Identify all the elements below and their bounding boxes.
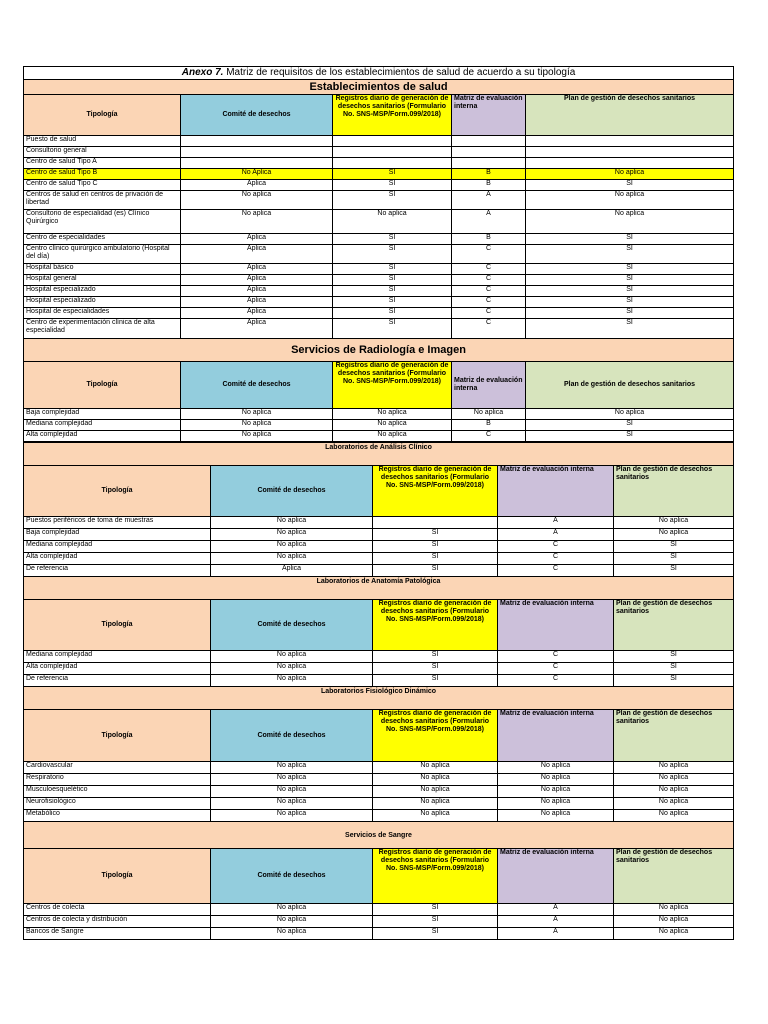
row-tipologia-cell: Metabólico [24, 810, 211, 822]
table-row [24, 517, 734, 529]
row-tipologia-cell: Centros de colecta [24, 904, 211, 916]
row-registros-cell: SI [373, 663, 498, 675]
row-matriz-cell: C [498, 553, 614, 565]
row-plan-cell: SI [614, 651, 734, 663]
header-comite: Comité de desechos [211, 466, 373, 517]
row-tipologia-cell: De referencia [24, 675, 211, 687]
row-matriz-cell: No aplica [452, 409, 526, 420]
row-tipologia-cell: Hospital especializado [24, 286, 181, 297]
header-registros: Registros diario de generación de desechos sanitarios (Formulario No. SNS-MSP/Form.099/2018) [373, 466, 498, 517]
section-title-establecimientos: Establecimientos de salud [24, 80, 734, 95]
row-matriz-cell: C [498, 651, 614, 663]
row-registros-cell: SI [333, 245, 452, 264]
row-comite-cell: Aplica [181, 297, 333, 308]
header-registros: Registros diario de generación de desechos sanitarios (Formulario No. SNS-MSP/Form.099/2018) [333, 95, 452, 136]
row-registros-cell: SI [333, 275, 452, 286]
row-plan-cell: SI [614, 663, 734, 675]
row-comite-cell: No aplica [181, 409, 333, 420]
rows-fisiologico-dinamico [24, 762, 734, 822]
row-registros-cell: No aplica [333, 409, 452, 420]
row-plan-cell: No aplica [614, 928, 734, 940]
row-plan-cell: SI [526, 319, 734, 339]
table-row [24, 798, 734, 810]
header-comite: Comité de desechos [211, 710, 373, 762]
row-registros-cell: No aplica [373, 798, 498, 810]
header-row-fisiologico-dinamico [24, 710, 734, 762]
table-row [24, 308, 734, 319]
table-row [24, 916, 734, 928]
row-matriz-cell: C [452, 297, 526, 308]
row-registros-cell [333, 147, 452, 158]
row-registros-cell: No aplica [373, 786, 498, 798]
row-comite-cell [181, 136, 333, 147]
row-comite-cell: Aplica [211, 565, 373, 577]
row-matriz-cell: C [498, 565, 614, 577]
header-plan: Plan de gestión de desechos sanitarios [614, 849, 734, 904]
row-matriz-cell [452, 147, 526, 158]
row-matriz-cell: No aplica [498, 810, 614, 822]
row-registros-cell: SI [333, 308, 452, 319]
row-plan-cell: No aplica [614, 774, 734, 786]
rows-sangre [24, 904, 734, 940]
section-title-anatomia-patologica: Laboratorios de Anatomía Patológica [24, 577, 734, 600]
row-plan-cell: SI [526, 308, 734, 319]
row-tipologia-cell: Mediana complejidad [24, 541, 211, 553]
row-comite-cell: No aplica [211, 928, 373, 940]
row-registros-cell: No aplica [373, 762, 498, 774]
row-plan-cell [526, 158, 734, 169]
annex-table-lower [23, 442, 734, 940]
row-comite-cell: Aplica [181, 275, 333, 286]
row-plan-cell: No aplica [526, 210, 734, 234]
row-tipologia-cell: Centro de salud Tipo B [24, 169, 181, 180]
row-comite-cell: No aplica [211, 675, 373, 687]
row-comite-cell: Aplica [181, 319, 333, 339]
section-title-analisis-clinico: Laboratorios de Análisis Clínico [24, 443, 734, 466]
table-row [24, 675, 734, 687]
header-plan: Plan de gestión de desechos sanitarios [614, 710, 734, 762]
header-tipologia: Tipología [24, 710, 211, 762]
row-matriz-cell [452, 136, 526, 147]
row-tipologia-cell: Centro de salud Tipo A [24, 158, 181, 169]
row-comite-cell: No aplica [211, 541, 373, 553]
row-tipologia-cell: Consultorio general [24, 147, 181, 158]
header-registros: Registros diario de generación de desechos sanitarios (Formulario No. SNS-MSP/Form.099/2018) [373, 710, 498, 762]
row-plan-cell: No aplica [614, 517, 734, 529]
row-plan-cell: SI [526, 297, 734, 308]
row-tipologia-cell: Centro de experimentación clínica de alta especialidad [24, 319, 181, 339]
row-comite-cell: Aplica [181, 234, 333, 245]
section-title-fisiologico-dinamico: Laboratorios Fisiológico Dinámico [24, 687, 734, 710]
header-matriz: Matriz de evaluación interna [452, 362, 526, 409]
row-comite-cell: No aplica [211, 798, 373, 810]
row-tipologia-cell: Centro de especialidades [24, 234, 181, 245]
row-tipologia-cell: Centro clínico quirúrgico ambulatorio (Hospital del día) [24, 245, 181, 264]
header-comite: Comité de desechos [211, 600, 373, 651]
row-comite-cell: No aplica [181, 191, 333, 210]
row-registros-cell: SI [333, 191, 452, 210]
row-tipologia-cell: Mediana complejidad [24, 651, 211, 663]
header-plan: Plan de gestión de desechos sanitarios [526, 95, 734, 136]
row-plan-cell: SI [614, 675, 734, 687]
row-tipologia-cell: Respiratorio [24, 774, 211, 786]
row-tipologia-cell: Baja complejidad [24, 529, 211, 541]
row-matriz-cell: B [452, 169, 526, 180]
row-matriz-cell: No aplica [498, 798, 614, 810]
table-row [24, 420, 734, 431]
row-matriz-cell: A [452, 191, 526, 210]
row-matriz-cell: A [498, 517, 614, 529]
row-matriz-cell: C [498, 663, 614, 675]
row-registros-cell [333, 158, 452, 169]
row-plan-cell: SI [614, 565, 734, 577]
table-row [24, 158, 734, 169]
row-plan-cell [526, 147, 734, 158]
row-comite-cell: No aplica [181, 210, 333, 234]
table-row [24, 275, 734, 286]
row-registros-cell: SI [373, 529, 498, 541]
row-registros-cell: No aplica [333, 431, 452, 442]
row-registros-cell: SI [373, 651, 498, 663]
row-matriz-cell: No aplica [498, 762, 614, 774]
row-tipologia-cell: Hospital básico [24, 264, 181, 275]
table-row [24, 136, 734, 147]
header-tipologia: Tipología [24, 849, 211, 904]
header-row-analisis-clinico [24, 466, 734, 517]
row-comite-cell: Aplica [181, 286, 333, 297]
row-plan-cell: No aplica [526, 191, 734, 210]
table-row [24, 319, 734, 339]
header-registros: Registros diario de generación de desechos sanitarios (Formulario No. SNS-MSP/Form.099/2018) [373, 849, 498, 904]
row-tipologia-cell: Puestos periféricos de toma de muestras [24, 517, 211, 529]
row-plan-cell [526, 136, 734, 147]
row-comite-cell [181, 158, 333, 169]
row-comite-cell: No aplica [211, 517, 373, 529]
table-row [24, 210, 734, 234]
row-plan-cell: SI [614, 553, 734, 565]
table-row [24, 169, 734, 180]
row-comite-cell: No aplica [181, 420, 333, 431]
header-comite: Comité de desechos [181, 95, 333, 136]
title-text: Matriz de requisitos de los establecimientos de salud de acuerdo a su tipología [223, 67, 576, 78]
header-plan: Plan de gestión de desechos sanitarios [614, 466, 734, 517]
table-row [24, 529, 734, 541]
row-registros-cell: SI [373, 553, 498, 565]
row-plan-cell: SI [526, 431, 734, 442]
row-matriz-cell: No aplica [498, 786, 614, 798]
header-row-sangre [24, 849, 734, 904]
row-matriz-cell: C [498, 541, 614, 553]
row-registros-cell: SI [333, 180, 452, 191]
table-row [24, 409, 734, 420]
row-tipologia-cell: Consultorio de especialidad (es) Clínico Quirúrgico [24, 210, 181, 234]
header-matriz: Matriz de evaluación interna [452, 95, 526, 136]
row-plan-cell: No aplica [526, 169, 734, 180]
row-plan-cell: No aplica [614, 529, 734, 541]
row-registros-cell: No aplica [333, 210, 452, 234]
row-tipologia-cell: Centros de colecta y distribución [24, 916, 211, 928]
row-matriz-cell: C [452, 431, 526, 442]
section-title-radiologia: Servicios de Radiología e Imagen [24, 339, 734, 362]
row-matriz-cell: A [498, 916, 614, 928]
row-registros-cell: No aplica [333, 420, 452, 431]
row-registros-cell: SI [333, 297, 452, 308]
row-matriz-cell: A [498, 904, 614, 916]
row-tipologia-cell: Bancos de Sangre [24, 928, 211, 940]
table-row [24, 297, 734, 308]
row-plan-cell: SI [526, 286, 734, 297]
row-plan-cell: No aplica [614, 810, 734, 822]
row-tipologia-cell: Centro de salud Tipo C [24, 180, 181, 191]
row-comite-cell: No aplica [211, 651, 373, 663]
row-plan-cell: SI [526, 420, 734, 431]
row-plan-cell: No aplica [614, 786, 734, 798]
rows-radiologia [24, 409, 734, 442]
row-comite-cell: No Aplica [181, 169, 333, 180]
table-row [24, 810, 734, 822]
row-tipologia-cell: Hospital general [24, 275, 181, 286]
header-row-establecimientos [24, 95, 734, 136]
row-matriz-cell [452, 158, 526, 169]
row-plan-cell: No aplica [614, 762, 734, 774]
header-registros: Registros diario de generación de desechos sanitarios (Formulario No. SNS-MSP/Form.099/2018) [373, 600, 498, 651]
row-tipologia-cell: Cardiovascular [24, 762, 211, 774]
header-matriz: Matriz de evaluación interna [498, 710, 614, 762]
row-tipologia-cell: Mediana complejidad [24, 420, 181, 431]
row-comite-cell: No aplica [211, 786, 373, 798]
row-matriz-cell: A [452, 210, 526, 234]
row-plan-cell: No aplica [526, 409, 734, 420]
table-row [24, 264, 734, 275]
table-row [24, 541, 734, 553]
row-matriz-cell: B [452, 234, 526, 245]
title-prefix: Anexo 7. [181, 67, 224, 78]
row-comite-cell: No aplica [211, 529, 373, 541]
table-row [24, 928, 734, 940]
row-registros-cell: SI [373, 916, 498, 928]
row-comite-cell: Aplica [181, 180, 333, 191]
row-tipologia-cell: Musculoesquelético [24, 786, 211, 798]
row-registros-cell: SI [333, 234, 452, 245]
header-comite: Comité de desechos [211, 849, 373, 904]
document-title [24, 67, 734, 80]
header-registros: Registros diario de generación de desechos sanitarios (Formulario No. SNS-MSP/Form.099/2018) [333, 362, 452, 409]
row-registros-cell: SI [333, 169, 452, 180]
table-row [24, 762, 734, 774]
table-row [24, 651, 734, 663]
row-plan-cell: SI [526, 234, 734, 245]
table-row [24, 786, 734, 798]
row-registros-cell: No aplica [373, 810, 498, 822]
table-row [24, 565, 734, 577]
row-matriz-cell: B [452, 180, 526, 191]
header-tipologia: Tipología [24, 95, 181, 136]
row-plan-cell: SI [614, 541, 734, 553]
row-plan-cell: SI [526, 275, 734, 286]
row-comite-cell: No aplica [211, 904, 373, 916]
row-plan-cell: No aplica [614, 798, 734, 810]
row-comite-cell: No aplica [211, 762, 373, 774]
rows-anatomia-patologica [24, 651, 734, 687]
row-registros-cell: SI [333, 286, 452, 297]
row-comite-cell: No aplica [211, 810, 373, 822]
row-tipologia-cell: Neurofisiológico [24, 798, 211, 810]
row-comite-cell: No aplica [181, 431, 333, 442]
row-matriz-cell: No aplica [498, 774, 614, 786]
header-tipologia: Tipología [24, 466, 211, 517]
table-row [24, 191, 734, 210]
header-matriz: Matriz de evaluación interna [498, 466, 614, 517]
row-matriz-cell: A [498, 928, 614, 940]
row-plan-cell: No aplica [614, 904, 734, 916]
annex-document [23, 66, 733, 940]
rows-establecimientos [24, 136, 734, 339]
row-tipologia-cell: Hospital de especialidades [24, 308, 181, 319]
row-registros-cell: SI [373, 928, 498, 940]
header-matriz: Matriz de evaluación interna [498, 849, 614, 904]
row-tipologia-cell: De referencia [24, 565, 211, 577]
table-row [24, 431, 734, 442]
row-registros-cell: SI [373, 541, 498, 553]
row-matriz-cell: C [498, 675, 614, 687]
row-tipologia-cell: Alta complejidad [24, 431, 181, 442]
row-comite-cell: No aplica [211, 774, 373, 786]
table-row [24, 180, 734, 191]
row-registros-cell [373, 517, 498, 529]
row-tipologia-cell: Alta complejidad [24, 553, 211, 565]
row-tipologia-cell: Hospital especializado [24, 297, 181, 308]
header-comite: Comité de desechos [181, 362, 333, 409]
header-plan: Plan de gestión de desechos sanitarios [614, 600, 734, 651]
table-row [24, 904, 734, 916]
row-comite-cell: Aplica [181, 308, 333, 319]
row-matriz-cell: C [452, 319, 526, 339]
row-comite-cell: Aplica [181, 264, 333, 275]
header-row-anatomia-patologica [24, 600, 734, 651]
row-plan-cell: No aplica [614, 916, 734, 928]
section-title-sangre: Servicios de Sangre [24, 822, 734, 849]
header-tipologia: Tipología [24, 600, 211, 651]
header-matriz: Matriz de evaluación interna [498, 600, 614, 651]
rows-analisis-clinico [24, 517, 734, 577]
table-row [24, 147, 734, 158]
row-registros-cell: SI [373, 565, 498, 577]
row-matriz-cell: C [452, 275, 526, 286]
row-matriz-cell: C [452, 245, 526, 264]
header-row-radiologia [24, 362, 734, 409]
row-registros-cell: No aplica [373, 774, 498, 786]
table-row [24, 774, 734, 786]
row-matriz-cell: C [452, 264, 526, 275]
table-row [24, 286, 734, 297]
row-tipologia-cell: Centros de salud en centros de privación de libertad [24, 191, 181, 210]
table-row [24, 234, 734, 245]
table-row [24, 245, 734, 264]
row-tipologia-cell: Baja complejidad [24, 409, 181, 420]
row-plan-cell: SI [526, 180, 734, 191]
row-tipologia-cell: Puesto de salud [24, 136, 181, 147]
row-matriz-cell: C [452, 308, 526, 319]
header-plan: Plan de gestión de desechos sanitarios [526, 362, 734, 409]
annex-table-upper [23, 66, 734, 442]
row-comite-cell: No aplica [211, 553, 373, 565]
table-row [24, 553, 734, 565]
row-comite-cell: Aplica [181, 245, 333, 264]
row-registros-cell: SI [373, 904, 498, 916]
row-matriz-cell: B [452, 420, 526, 431]
row-tipologia-cell: Alta complejidad [24, 663, 211, 675]
row-plan-cell: SI [526, 245, 734, 264]
row-matriz-cell: A [498, 529, 614, 541]
row-registros-cell: SI [333, 319, 452, 339]
row-plan-cell: SI [526, 264, 734, 275]
row-comite-cell: No aplica [211, 663, 373, 675]
header-tipologia: Tipología [24, 362, 181, 409]
row-comite-cell: No aplica [211, 916, 373, 928]
row-comite-cell [181, 147, 333, 158]
table-row [24, 663, 734, 675]
row-registros-cell [333, 136, 452, 147]
row-registros-cell: SI [373, 675, 498, 687]
row-matriz-cell: C [452, 286, 526, 297]
row-registros-cell: SI [333, 264, 452, 275]
